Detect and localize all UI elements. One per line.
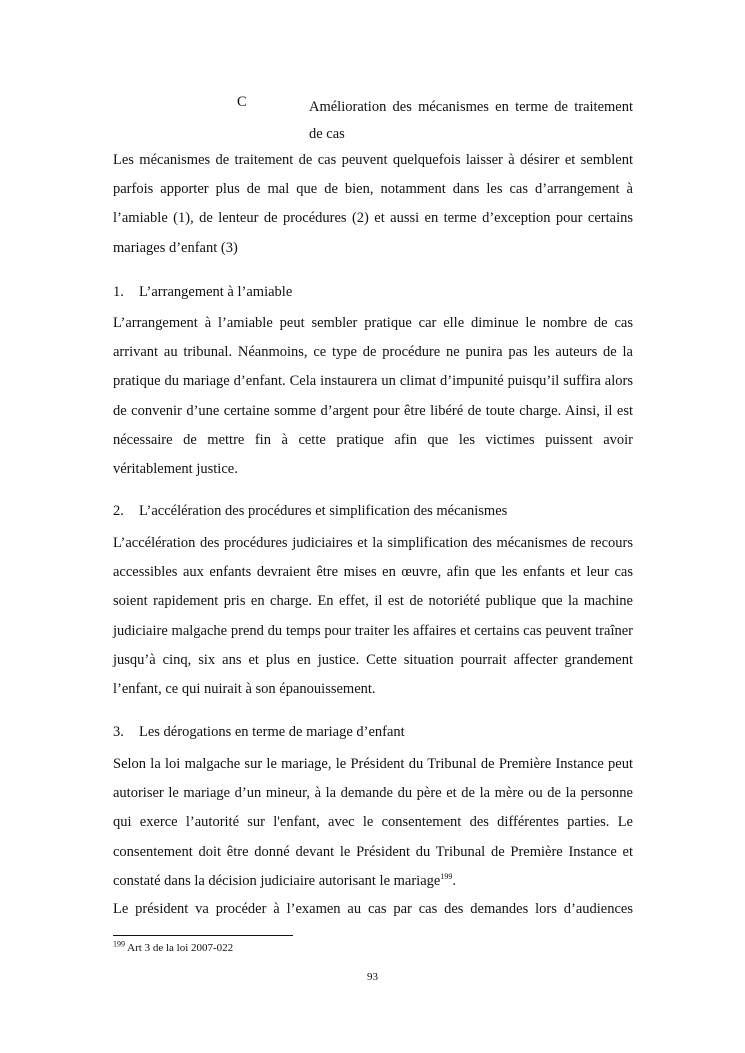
- footnote-separator: [113, 935, 293, 936]
- footnote-number: 199: [113, 939, 125, 949]
- subsection-paragraph-1: L’arrangement à l’amiable peut sembler pratique car elle diminue le nombre de cas arrivant au tribunal. Néanmoins, ce type de procédure ne punira pas les auteurs de la pratique du mariage d’enfant. Cela instaurera un climat d’impunité puisqu’il suffira alors de convenir d’une certaine somme d’argent pour être libéré de toute charge. Ainsi, il est nécessaire de mettre fin à cette pratique afin que les victimes puissent avoir véritablement justice.: [113, 315, 633, 478]
- section-title: Amélioration des mécanismes en terme de traitement de cas: [309, 99, 633, 142]
- continuation-paragraph: Le président va procéder à l’examen au cas par cas des demandes lors d’audiences: [113, 901, 633, 917]
- footnote-reference: 199: [440, 871, 453, 881]
- subsection-number: 3.: [113, 724, 124, 740]
- subsection-number: 1.: [113, 284, 124, 300]
- subsection-title: L’arrangement à l’amiable: [139, 284, 293, 300]
- subsection-paragraph-3: [113, 750, 633, 896]
- subsection-number: 2.: [113, 503, 124, 519]
- page-number: 93: [367, 971, 378, 983]
- paragraph-end: .: [452, 872, 456, 889]
- subsection-paragraph-2: L’accélération des procédures judiciaires et la simplification des mécanismes de recours accessibles aux enfants devraient être mises en œuvre, afin que les enfants et leur cas soient rapidement pris en charge. En effet, il est de notoriété publique que la machine judiciaire malgache prend du temps pour traiter les affaires et certains cas peuvent traîner jusqu’à cinq, six ans et plus en justice. Cette situation pourrait affecter grandement l’enfant, ce qui nuirait à son épanouissement.: [113, 535, 633, 698]
- subsection-heading-1: [113, 284, 292, 301]
- subsection-heading-2: [113, 503, 507, 520]
- subsection-title: Les dérogations en terme de mariage d’enfant: [139, 724, 405, 740]
- subsection-title: L’accélération des procédures et simplification des mécanismes: [139, 503, 508, 519]
- paragraph-text: Selon la loi malgache sur le mariage, le Président du Tribunal de Première Instance peut autoriser le mariage d’un mineur, à la demande du père et de la mère ou de la personne qui exerce l’autorité sur l'enfant, avec le consentement des différentes parties. Le consentement doit être donné devant le Président du Tribunal de Première Instance et constaté dans la décision judiciaire autorisant le mariage: [113, 756, 633, 889]
- section-letter: C: [237, 94, 247, 110]
- subsection-heading-3: [113, 724, 405, 741]
- footnote-text: Art 3 de la loi 2007-022: [127, 942, 234, 954]
- intro-paragraph: Les mécanismes de traitement de cas peuvent quelquefois laisser à désirer et semblent parfois apporter plus de mal que de bien, notamment dans les cas d’arrangement à l’amiable (1), de lenteur de procédures (2) et aussi en terme d’exception pour certains mariages d’enfant (3): [113, 152, 633, 256]
- footnote: [113, 939, 234, 954]
